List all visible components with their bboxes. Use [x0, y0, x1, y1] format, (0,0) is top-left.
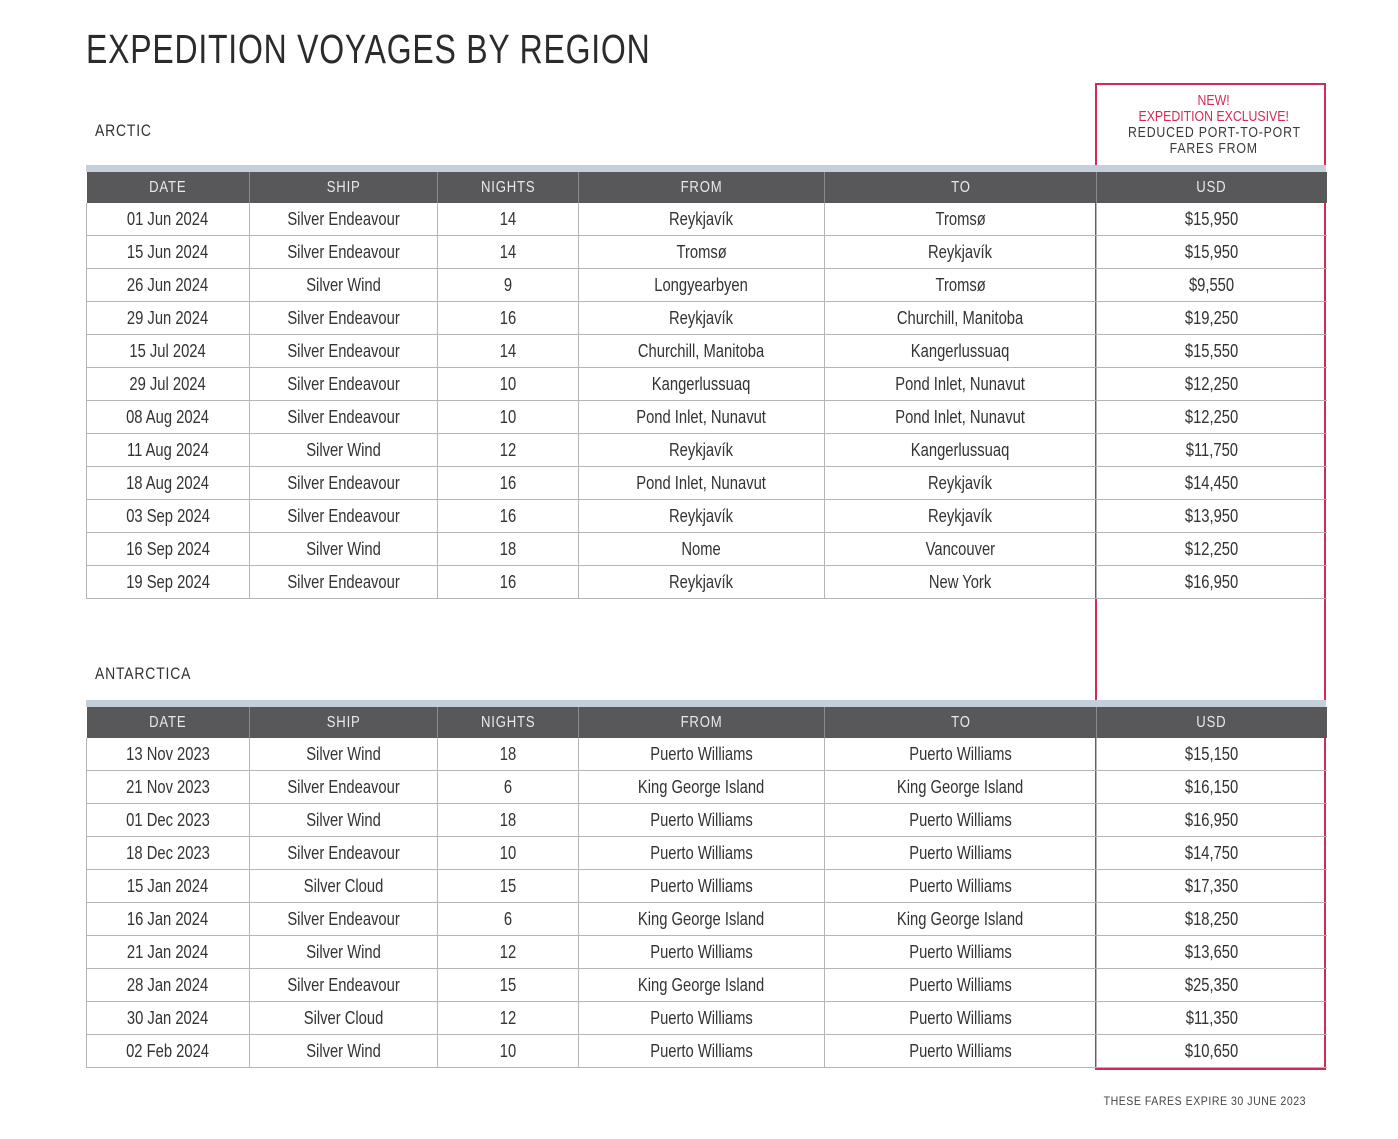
cell-nights: 15 — [438, 969, 579, 1002]
cell-to: Pond Inlet, Nunavut — [825, 368, 1097, 401]
cell-ship: Silver Endeavour — [250, 401, 438, 434]
arctic-table-body — [87, 203, 1327, 599]
column-header-nights: NIGHTS — [438, 172, 579, 203]
promo-reduced-label: REDUCED PORT-TO-PORT — [1127, 124, 1301, 141]
cell-date: 13 Nov 2023 — [87, 738, 250, 771]
cell-usd: $14,750 — [1097, 837, 1327, 870]
cell-nights: 6 — [438, 903, 579, 936]
cell-from: Puerto Williams — [579, 837, 825, 870]
cell-date: 15 Jul 2024 — [87, 335, 250, 368]
cell-date: 15 Jan 2024 — [87, 870, 250, 903]
table-row — [87, 738, 1327, 771]
table-row — [87, 969, 1327, 1002]
table-row — [87, 434, 1327, 467]
table-row — [87, 533, 1327, 566]
cell-usd: $17,350 — [1097, 870, 1327, 903]
cell-from: Puerto Williams — [579, 870, 825, 903]
fares-expiry-note: THESE FARES EXPIRE 30 JUNE 2023 — [1103, 1094, 1306, 1108]
cell-date: 03 Sep 2024 — [87, 500, 250, 533]
cell-ship: Silver Endeavour — [250, 771, 438, 804]
cell-date: 28 Jan 2024 — [87, 969, 250, 1002]
cell-usd: $15,950 — [1097, 236, 1327, 269]
cell-date: 18 Dec 2023 — [87, 837, 250, 870]
cell-date: 21 Nov 2023 — [87, 771, 250, 804]
cell-to: Puerto Williams — [825, 837, 1097, 870]
cell-to: King George Island — [825, 903, 1097, 936]
cell-ship: Silver Endeavour — [250, 566, 438, 599]
table-row — [87, 203, 1327, 236]
cell-to: King George Island — [825, 771, 1097, 804]
cell-nights: 18 — [438, 738, 579, 771]
cell-usd: $15,950 — [1097, 203, 1327, 236]
arctic-header-row — [87, 172, 1327, 203]
cell-to: Puerto Williams — [825, 1035, 1097, 1068]
column-header-from: FROM — [579, 707, 825, 738]
cell-nights: 16 — [438, 302, 579, 335]
cell-nights: 14 — [438, 335, 579, 368]
cell-date: 15 Jun 2024 — [87, 236, 250, 269]
cell-to: Puerto Williams — [825, 870, 1097, 903]
cell-ship: Silver Endeavour — [250, 837, 438, 870]
cell-usd: $13,950 — [1097, 500, 1327, 533]
cell-date: 19 Sep 2024 — [87, 566, 250, 599]
cell-to: Vancouver — [825, 533, 1097, 566]
cell-date: 29 Jul 2024 — [87, 368, 250, 401]
cell-date: 02 Feb 2024 — [87, 1035, 250, 1068]
table-row — [87, 804, 1327, 837]
cell-usd: $15,150 — [1097, 738, 1327, 771]
cell-to: Tromsø — [825, 269, 1097, 302]
column-header-ship: SHIP — [250, 707, 438, 738]
cell-ship: Silver Endeavour — [250, 236, 438, 269]
cell-from: Reykjavík — [579, 500, 825, 533]
table-row — [87, 500, 1327, 533]
cell-date: 30 Jan 2024 — [87, 1002, 250, 1035]
arctic-voyages-table — [86, 172, 1327, 599]
arctic-table-band — [86, 165, 1326, 172]
cell-usd: $16,150 — [1097, 771, 1327, 804]
promo-exclusive-label: EXPEDITION EXCLUSIVE! — [1138, 108, 1290, 125]
antarctica-header-row — [87, 707, 1327, 738]
cell-nights: 9 — [438, 269, 579, 302]
cell-date: 29 Jun 2024 — [87, 302, 250, 335]
cell-nights: 16 — [438, 467, 579, 500]
cell-nights: 6 — [438, 771, 579, 804]
cell-ship: Silver Wind — [250, 533, 438, 566]
cell-from: Puerto Williams — [579, 804, 825, 837]
cell-to: Kangerlussuaq — [825, 335, 1097, 368]
arctic-section-label: ARCTIC — [95, 121, 152, 140]
table-row — [87, 870, 1327, 903]
page-title: EXPEDITION VOYAGES BY REGION — [86, 26, 651, 72]
table-row — [87, 335, 1327, 368]
cell-to: Reykjavík — [825, 236, 1097, 269]
cell-ship: Silver Endeavour — [250, 203, 438, 236]
cell-to: New York — [825, 566, 1097, 599]
cell-to: Puerto Williams — [825, 1002, 1097, 1035]
cell-usd: $12,250 — [1097, 533, 1327, 566]
antarctica-section-label: ANTARCTICA — [95, 664, 192, 683]
cell-from: Puerto Williams — [579, 1035, 825, 1068]
cell-date: 11 Aug 2024 — [87, 434, 250, 467]
cell-to: Pond Inlet, Nunavut — [825, 401, 1097, 434]
cell-nights: 10 — [438, 401, 579, 434]
cell-nights: 18 — [438, 804, 579, 837]
cell-from: Pond Inlet, Nunavut — [579, 401, 825, 434]
cell-ship: Silver Cloud — [250, 1002, 438, 1035]
cell-usd: $12,250 — [1097, 368, 1327, 401]
table-row — [87, 302, 1327, 335]
cell-to: Churchill, Manitoba — [825, 302, 1097, 335]
table-row — [87, 236, 1327, 269]
column-header-nights: NIGHTS — [438, 707, 579, 738]
cell-from: Nome — [579, 533, 825, 566]
cell-nights: 10 — [438, 1035, 579, 1068]
table-row — [87, 903, 1327, 936]
cell-nights: 12 — [438, 1002, 579, 1035]
table-row — [87, 837, 1327, 870]
column-header-date: DATE — [87, 707, 250, 738]
cell-usd: $25,350 — [1097, 969, 1327, 1002]
cell-to: Kangerlussuaq — [825, 434, 1097, 467]
cell-date: 21 Jan 2024 — [87, 936, 250, 969]
table-row — [87, 269, 1327, 302]
cell-date: 01 Dec 2023 — [87, 804, 250, 837]
cell-from: Puerto Williams — [579, 936, 825, 969]
cell-ship: Silver Wind — [250, 804, 438, 837]
promo-callout — [1098, 93, 1330, 157]
cell-usd: $13,650 — [1097, 936, 1327, 969]
cell-ship: Silver Endeavour — [250, 302, 438, 335]
cell-date: 16 Sep 2024 — [87, 533, 250, 566]
cell-usd: $14,450 — [1097, 467, 1327, 500]
cell-usd: $9,550 — [1097, 269, 1327, 302]
cell-from: Longyearbyen — [579, 269, 825, 302]
cell-nights: 14 — [438, 236, 579, 269]
cell-from: Puerto Williams — [579, 1002, 825, 1035]
cell-date: 01 Jun 2024 — [87, 203, 250, 236]
cell-to: Tromsø — [825, 203, 1097, 236]
cell-ship: Silver Wind — [250, 269, 438, 302]
cell-date: 16 Jan 2024 — [87, 903, 250, 936]
cell-from: Tromsø — [579, 236, 825, 269]
promo-new-label: NEW! — [1197, 92, 1231, 109]
cell-usd: $18,250 — [1097, 903, 1327, 936]
table-row — [87, 1035, 1327, 1068]
cell-from: Reykjavík — [579, 566, 825, 599]
cell-to: Puerto Williams — [825, 738, 1097, 771]
cell-nights: 12 — [438, 434, 579, 467]
column-header-ship: SHIP — [250, 172, 438, 203]
cell-nights: 10 — [438, 368, 579, 401]
cell-to: Puerto Williams — [825, 969, 1097, 1002]
cell-from: King George Island — [579, 903, 825, 936]
cell-usd: $12,250 — [1097, 401, 1327, 434]
table-row — [87, 467, 1327, 500]
table-row — [87, 401, 1327, 434]
table-row — [87, 1002, 1327, 1035]
column-header-usd: USD — [1097, 172, 1327, 203]
cell-usd: $19,250 — [1097, 302, 1327, 335]
column-header-to: TO — [825, 172, 1097, 203]
cell-from: King George Island — [579, 969, 825, 1002]
cell-usd: $16,950 — [1097, 566, 1327, 599]
cell-nights: 14 — [438, 203, 579, 236]
cell-from: Churchill, Manitoba — [579, 335, 825, 368]
cell-ship: Silver Wind — [250, 936, 438, 969]
cell-to: Puerto Williams — [825, 936, 1097, 969]
cell-ship: Silver Wind — [250, 434, 438, 467]
cell-usd: $11,750 — [1097, 434, 1327, 467]
cell-ship: Silver Wind — [250, 738, 438, 771]
column-header-to: TO — [825, 707, 1097, 738]
cell-ship: Silver Endeavour — [250, 903, 438, 936]
cell-ship: Silver Endeavour — [250, 368, 438, 401]
cell-nights: 15 — [438, 870, 579, 903]
cell-date: 26 Jun 2024 — [87, 269, 250, 302]
cell-from: Reykjavík — [579, 302, 825, 335]
cell-ship: Silver Cloud — [250, 870, 438, 903]
cell-from: Puerto Williams — [579, 738, 825, 771]
column-header-usd: USD — [1097, 707, 1327, 738]
table-row — [87, 771, 1327, 804]
cell-date: 08 Aug 2024 — [87, 401, 250, 434]
cell-from: Kangerlussuaq — [579, 368, 825, 401]
cell-usd: $10,650 — [1097, 1035, 1327, 1068]
cell-ship: Silver Endeavour — [250, 467, 438, 500]
cell-nights: 16 — [438, 566, 579, 599]
cell-nights: 16 — [438, 500, 579, 533]
cell-to: Puerto Williams — [825, 804, 1097, 837]
antarctica-voyages-table — [86, 707, 1327, 1068]
cell-ship: Silver Endeavour — [250, 335, 438, 368]
cell-usd: $16,950 — [1097, 804, 1327, 837]
cell-from: King George Island — [579, 771, 825, 804]
table-row — [87, 368, 1327, 401]
table-row — [87, 566, 1327, 599]
cell-from: Reykjavík — [579, 203, 825, 236]
cell-from: Reykjavík — [579, 434, 825, 467]
cell-date: 18 Aug 2024 — [87, 467, 250, 500]
cell-to: Reykjavík — [825, 500, 1097, 533]
cell-usd: $15,550 — [1097, 335, 1327, 368]
cell-ship: Silver Wind — [250, 1035, 438, 1068]
column-header-from: FROM — [579, 172, 825, 203]
cell-nights: 12 — [438, 936, 579, 969]
column-header-date: DATE — [87, 172, 250, 203]
cell-ship: Silver Endeavour — [250, 969, 438, 1002]
antarctica-table-body — [87, 738, 1327, 1068]
cell-from: Pond Inlet, Nunavut — [579, 467, 825, 500]
antarctica-table-band — [86, 700, 1326, 707]
cell-usd: $11,350 — [1097, 1002, 1327, 1035]
cell-to: Reykjavík — [825, 467, 1097, 500]
cell-ship: Silver Endeavour — [250, 500, 438, 533]
table-row — [87, 936, 1327, 969]
cell-nights: 18 — [438, 533, 579, 566]
cell-nights: 10 — [438, 837, 579, 870]
promo-fares-from-label: FARES FROM — [1169, 140, 1259, 157]
